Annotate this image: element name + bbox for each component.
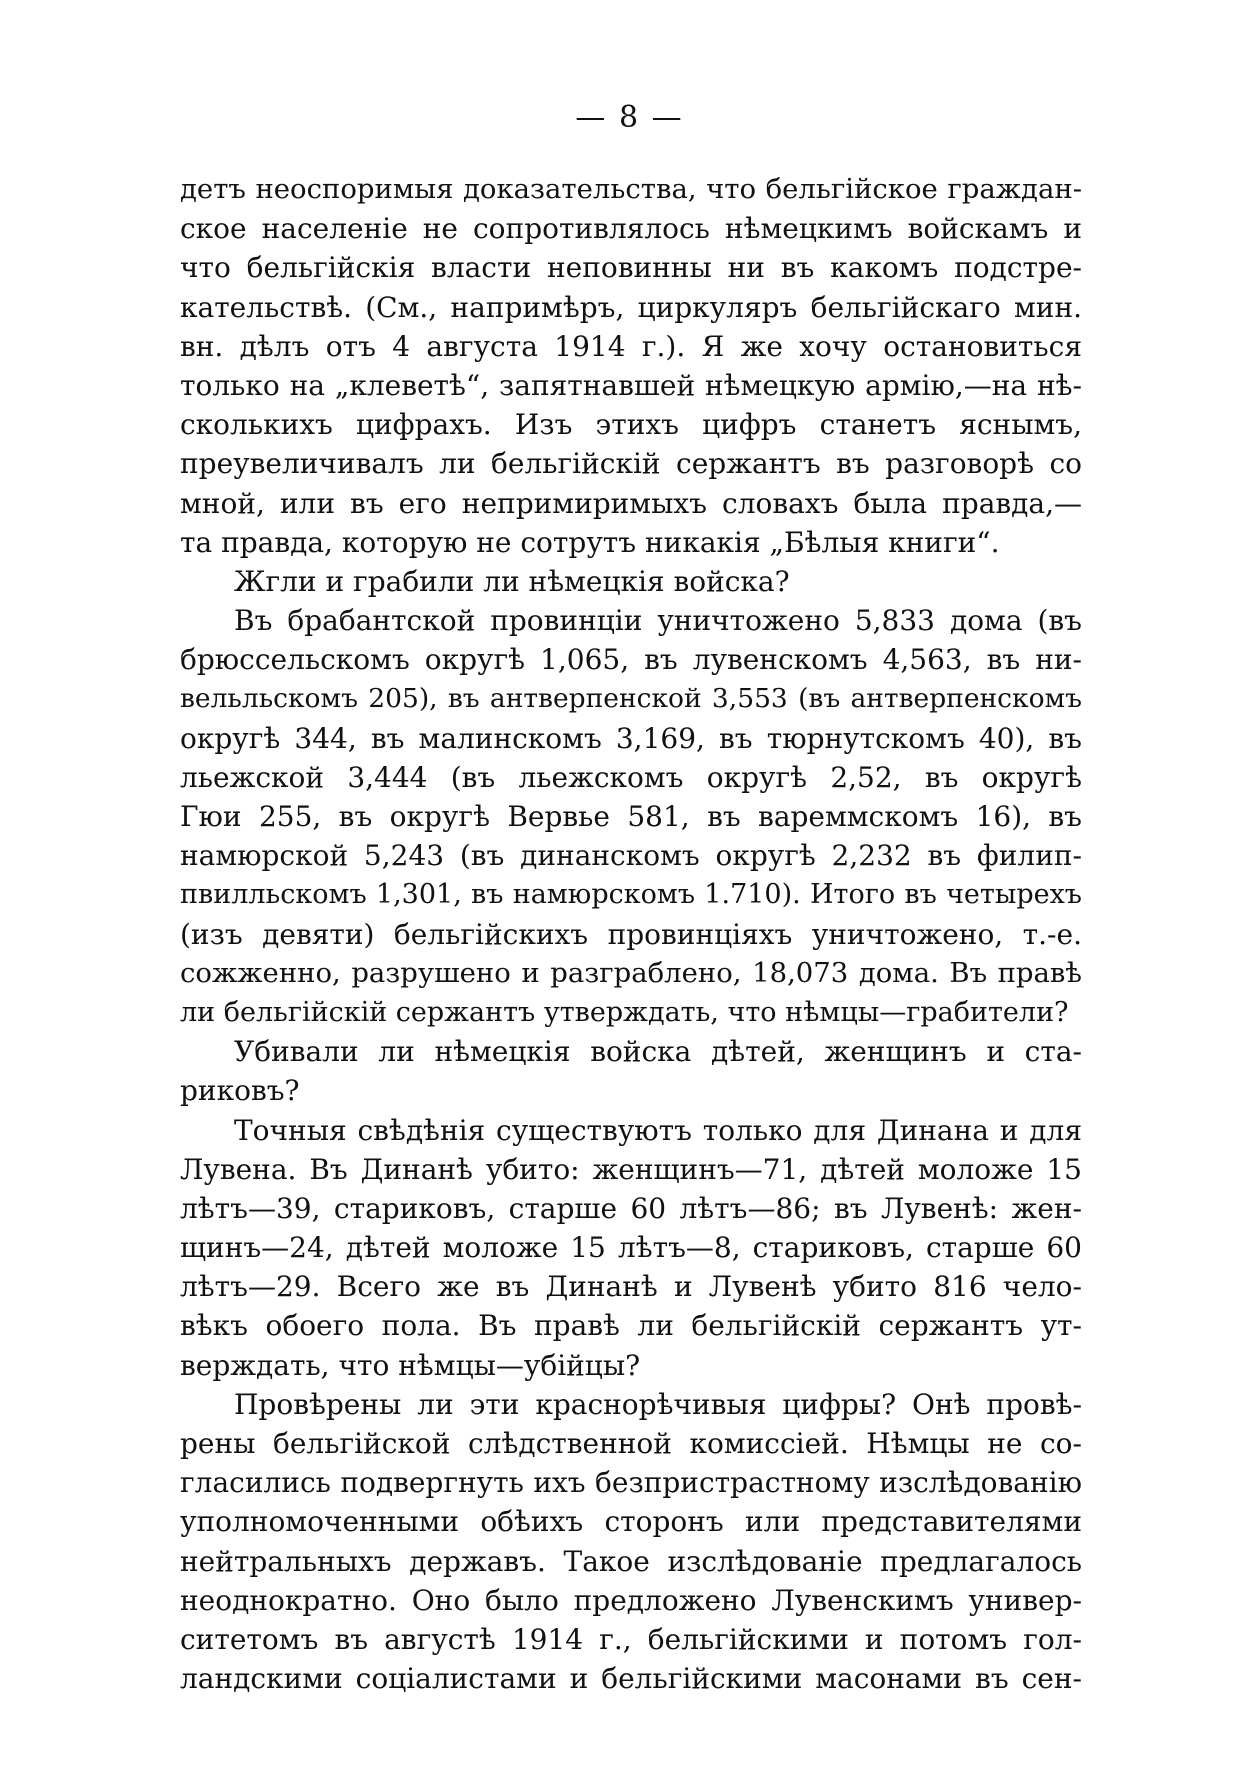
text-line: брюссельскомъ округѣ 1,065, въ лувенскомъ 4,563, въ ни- bbox=[180, 643, 1082, 677]
text-line: ское населеніе не сопротивлялось нѣмецкимъ войскамъ и bbox=[180, 212, 1082, 246]
text-line: ситетомъ въ августѣ 1914 г., бельгійскими и потомъ гол- bbox=[180, 1622, 1082, 1656]
text-line: кательствѣ. (См., напримѣръ, циркуляръ бельгійскаго мин. bbox=[180, 290, 1082, 324]
text-line: гласились подвергнуть ихъ безпристрастному изслѣдованію bbox=[180, 1466, 1082, 1500]
text-line: нейтральныхъ державъ. Такое изслѣдованіе предлагалось bbox=[180, 1544, 1082, 1578]
text-line: верждать, что нѣмцы—убійцы? bbox=[180, 1348, 641, 1382]
page-number: — 8 — bbox=[575, 100, 684, 135]
text-line: Лувена. Въ Динанѣ убито: женщинъ—71, дѣтей моложе 15 bbox=[180, 1152, 1082, 1186]
text-line: льежской 3,444 (въ льежскомъ округѣ 2,52, въ округѣ bbox=[180, 760, 1082, 794]
text-line: пвилльскомъ 1,301, въ намюрскомъ 1.710). Итого въ четырехъ bbox=[180, 879, 1082, 911]
text-line: только на „клеветѣ“, запятнавшей нѣмецкую армію,—на нѣ- bbox=[180, 368, 1082, 402]
text-line: вѣкъ обоего пола. Въ правѣ ли бельгійскій сержантъ ут- bbox=[180, 1309, 1082, 1343]
text-line: уполномоченными обѣихъ сторонъ или представителями bbox=[180, 1505, 1082, 1539]
text-line: Жгли и грабили ли нѣмецкія войска? bbox=[234, 564, 790, 598]
text-line: Убивали ли нѣмецкія войска дѣтей, женщинъ и ста- bbox=[234, 1035, 1082, 1069]
body-text bbox=[180, 170, 1082, 1698]
text-line: неоднократно. Оно было предложено Лувенскимъ универ- bbox=[180, 1583, 1082, 1617]
text-line: Точныя свѣдѣнія существуютъ только для Динана и для bbox=[234, 1113, 1082, 1147]
text-line: Въ брабантской провинціи уничтожено 5,833 дома (въ bbox=[234, 604, 1082, 638]
text-line: детъ неоспоримыя доказательства, что бельгійское граждан- bbox=[180, 173, 1082, 205]
text-line: ли бельгійскій сержантъ утверждать, что нѣмцы—грабители? bbox=[180, 996, 1069, 1028]
text-line: ландскими соціалистами и бельгійскими масонами въ сен- bbox=[180, 1662, 1082, 1696]
text-line: преувеличивалъ ли бельгійскій сержантъ въ разговорѣ со bbox=[180, 447, 1082, 481]
text-line: мной, или въ его непримиримыхъ словахъ была правда,— bbox=[180, 486, 1082, 520]
text-line: лѣтъ—29. Всего же въ Динанѣ и Лувенѣ убито 816 чело- bbox=[180, 1270, 1082, 1304]
text-line: что бельгійскія власти неповинны ни въ какомъ подстре- bbox=[180, 251, 1082, 285]
text-line: Гюи 255, въ округѣ Вервье 581, въ вареммскомъ 16), въ bbox=[180, 800, 1082, 833]
text-line: лѣтъ—39, стариковъ, старше 60 лѣтъ—86; въ Лувенѣ: жен- bbox=[180, 1191, 1082, 1225]
text-line: та правда, которую не сотрутъ никакія „Бѣлыя книги“. bbox=[180, 525, 1000, 559]
text-line: щинъ—24, дѣтей моложе 15 лѣтъ—8, стариковъ, старше 60 bbox=[180, 1231, 1082, 1265]
text-line: рены бельгійской слѣдственной комиссіей. Нѣмцы не со- bbox=[180, 1427, 1082, 1460]
text-line: сколькихъ цифрахъ. Изъ этихъ цифръ станетъ яснымъ, bbox=[180, 408, 1082, 442]
text-line: округѣ 344, въ малинскомъ 3,169, въ тюрнутскомъ 40), въ bbox=[180, 721, 1082, 755]
text-line: Провѣрены ли эти краснорѣчивыя цифры? Онѣ провѣ- bbox=[234, 1387, 1082, 1421]
text-line: намюрской 5,243 (въ динанскомъ округѣ 2,232 въ филип- bbox=[180, 839, 1082, 873]
text-line: (изъ девяти) бельгійскихъ провинціяхъ уничтожено, т.-е. bbox=[180, 917, 1082, 951]
text-line: сожженно, разрушено и разграблено, 18,073 дома. Въ правѣ bbox=[180, 956, 1082, 989]
text-line: риковъ? bbox=[180, 1074, 300, 1108]
text-line: вн. дѣлъ отъ 4 августа 1914 г.). Я же хочу остановиться bbox=[180, 329, 1082, 363]
text-line: вельльскомъ 205), въ антверпенской 3,553 (въ антверпенскомъ bbox=[180, 683, 1082, 715]
